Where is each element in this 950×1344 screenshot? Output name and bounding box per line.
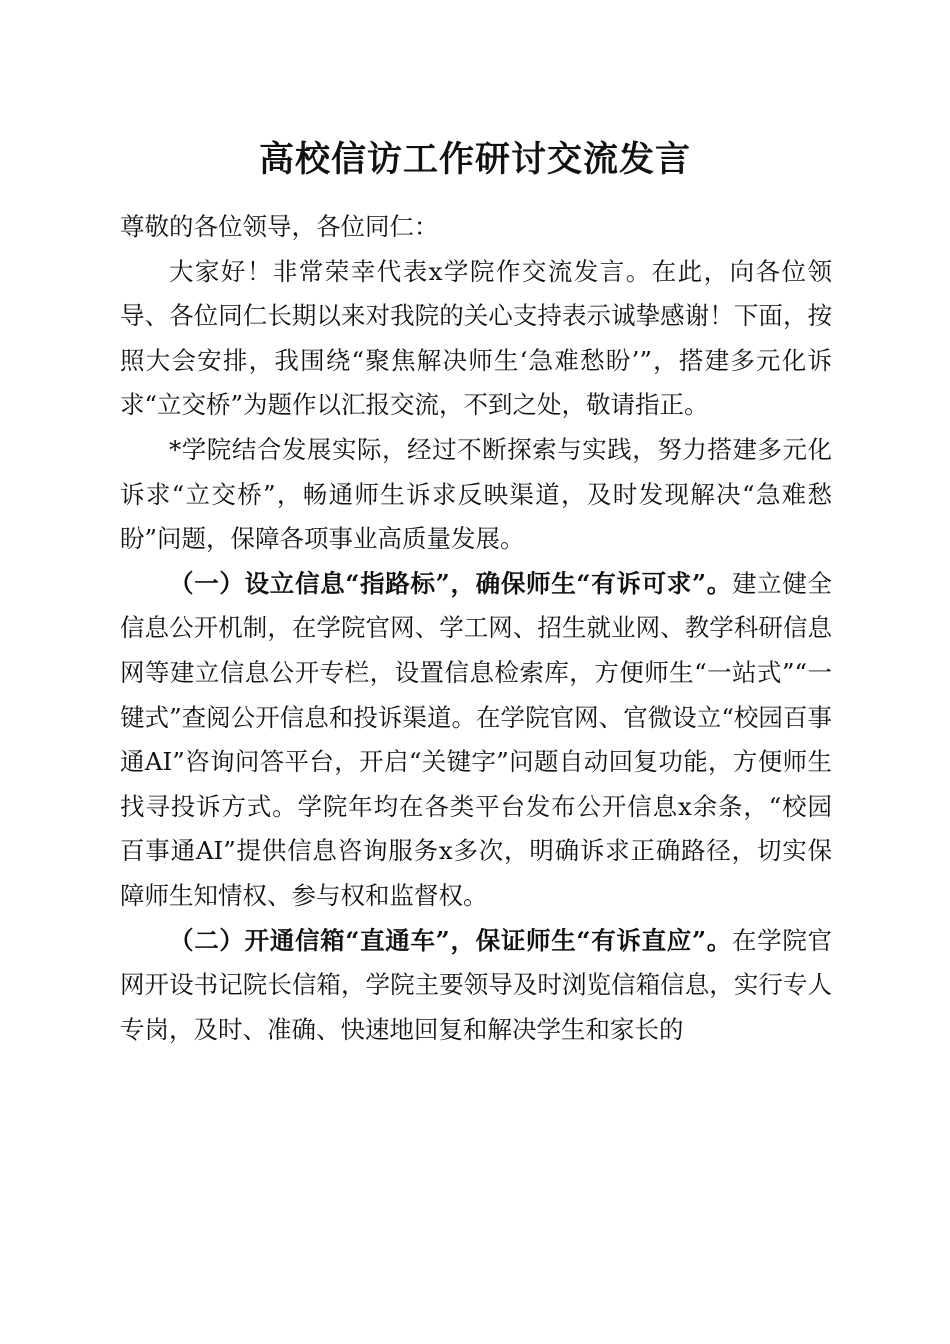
- paragraph-opening-text: 大家好！非常荣幸代表x学院作交流发言。在此，向各位领导、各位同仁长期以来对我院的关心支持表示诚挚感谢！下面，按照大会安排，我围绕“聚焦解决师生‘急难愁盼’”，搭建多元化诉求“立交桥”为题作以汇报交流，不到之处，敬请指正。: [120, 256, 832, 420]
- paragraph-opening: [120, 250, 832, 428]
- section-2-text: 在学院官网开设书记院长信箱，学院主要领导及时浏览信箱信息，实行专人专岗，及时、准确、快速地回复和解决学生和家长的: [120, 925, 833, 1044]
- salutation: 尊敬的各位领导，各位同仁：: [120, 212, 439, 241]
- paragraph-section-2: [120, 919, 832, 1053]
- document-title: 高校信访工作研讨交流发言: [258, 139, 691, 180]
- paragraph-overview: [120, 428, 832, 562]
- section-1-text: 建立健全信息公开机制，在学院官网、学工网、招生就业网、教学科研信息网等建立信息公开专栏，设置信息检索库，方便师生“一站式”“一键式”查阅公开信息和投诉渠道。在学院官网、官微设立“校园百事通AI”咨询问答平台，开启“关键字”问题自动回复功能，方便师生找寻投诉方式。学院年均在各类平台发布公开信息x余条，“校园百事通AI”提供信息咨询服务x多次，明确诉求正确路径，切实保障师生知情权、参与权和监督权。: [120, 568, 833, 910]
- document-body: [120, 205, 832, 1052]
- section-1-heading: （一）设立信息“指路标”，确保师生“有诉可求”。: [169, 568, 732, 598]
- paragraph-overview-text: *学院结合发展实际，经过不断探索与实践，努力搭建多元化诉求“立交桥”，畅通师生诉求反映渠道，及时发现解决“急难愁盼”问题，保障各项事业高质量发展。: [120, 434, 832, 554]
- section-2-heading: （二）开通信箱“直通车”，保证师生“有诉直应”。: [169, 925, 732, 955]
- paragraph-section-1: [120, 562, 832, 919]
